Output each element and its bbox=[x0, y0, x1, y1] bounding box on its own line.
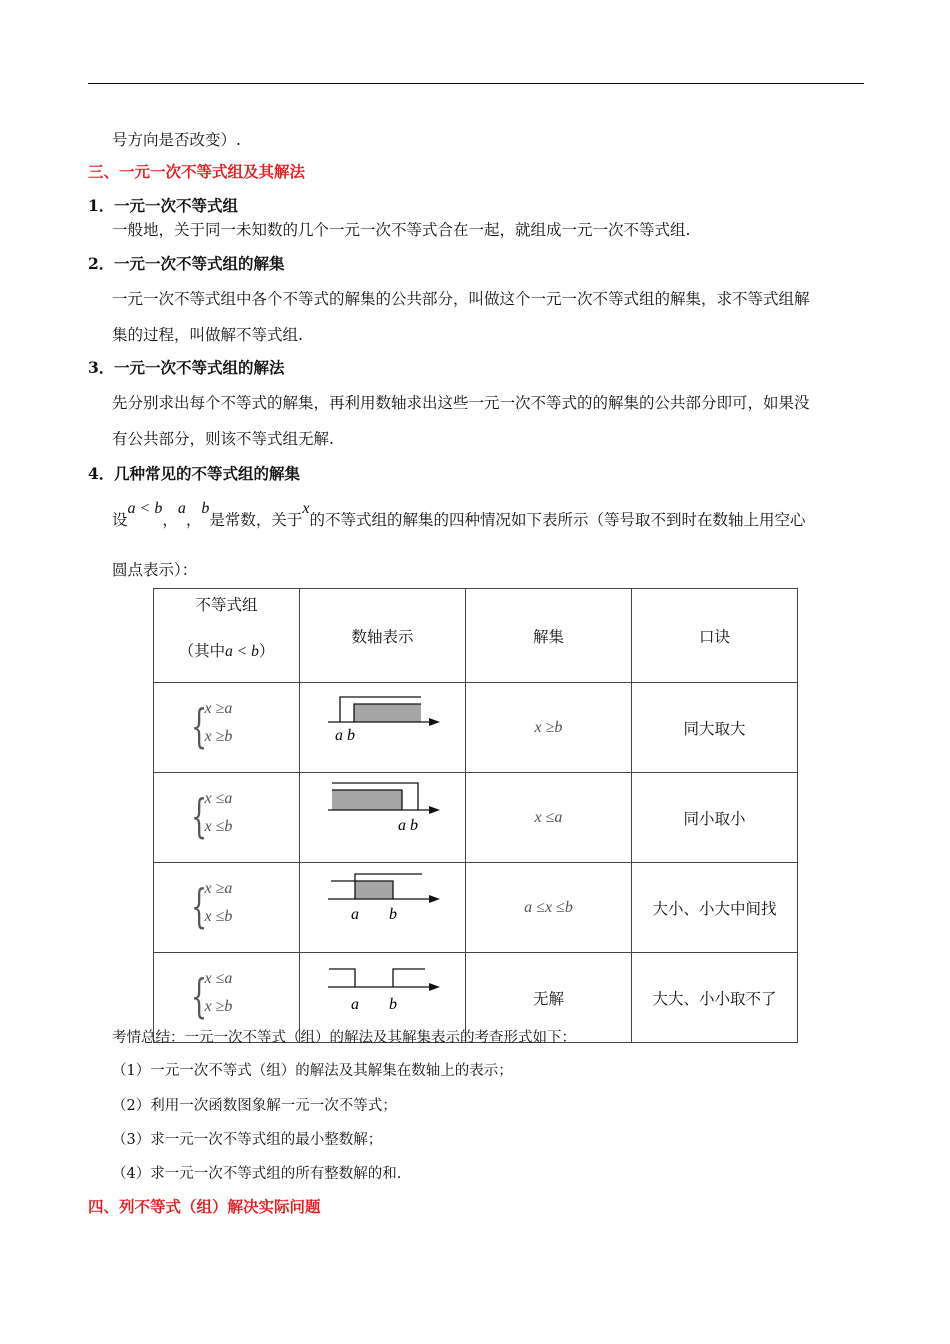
inequality-1: x ≤a bbox=[204, 789, 233, 807]
inequality-1: x ≤a bbox=[204, 969, 233, 987]
solution-cell bbox=[466, 773, 632, 863]
inequality-system bbox=[187, 878, 267, 934]
summary-item: （3）求一元一次不等式组的最小整数解； bbox=[112, 1132, 383, 1148]
brace-icon: { bbox=[190, 968, 207, 1023]
brace-icon: { bbox=[190, 698, 207, 753]
label-a: a bbox=[351, 996, 359, 1013]
subsection-2-heading: 一元一次不等式组的解集 bbox=[114, 254, 285, 273]
table-row bbox=[154, 773, 798, 863]
subsection-4-intro-line2: 圆点表示）： bbox=[112, 561, 198, 579]
solution-value: x ≥b bbox=[534, 719, 563, 736]
table-header-row bbox=[154, 589, 798, 683]
arrow-icon bbox=[429, 895, 440, 903]
inequality-2: x ≥b bbox=[204, 727, 233, 745]
subsection-1-title bbox=[88, 194, 238, 216]
summary-item: （1）一元一次不等式（组）的解法及其解集在数轴上的表示； bbox=[112, 1063, 513, 1079]
subsection-1-body: 一般地，关于同一未知数的几个一元一次不等式合在一起，就组成一元一次不等式组. bbox=[112, 221, 691, 239]
intro-var-x: x bbox=[302, 500, 310, 517]
label-a: a bbox=[351, 906, 359, 923]
brace-icon: { bbox=[190, 788, 207, 843]
header-system-open: （其中 bbox=[178, 642, 226, 660]
subsection-3-number: 3． bbox=[88, 358, 115, 377]
section-4-title: 四、列不等式（组）解决实际问题 bbox=[88, 1197, 321, 1216]
mnemonic-cell: 同小取小 bbox=[632, 773, 798, 863]
solution-cell bbox=[466, 863, 632, 953]
inequality-system-table bbox=[153, 588, 798, 1043]
label-b: b bbox=[389, 996, 397, 1013]
header-system bbox=[154, 589, 300, 683]
brace-icon: { bbox=[190, 878, 207, 933]
number-line-cell bbox=[300, 773, 466, 863]
subsection-3-heading: 一元一次不等式组的解法 bbox=[114, 358, 285, 377]
intro-var-b: b bbox=[201, 500, 210, 517]
ray-a bbox=[329, 969, 355, 987]
section-3-title: 三、一元一次不等式组及其解法 bbox=[88, 162, 306, 181]
arrow-icon bbox=[429, 718, 440, 726]
table-row bbox=[154, 863, 798, 953]
header-number-line: 数轴表示 bbox=[300, 589, 466, 683]
system-cell bbox=[154, 863, 300, 953]
header-mnemonic: 口诀 bbox=[632, 589, 798, 683]
mnemonic-cell: 同大取大 bbox=[632, 683, 798, 773]
summary-title: 考情总结：一元一次不等式（组）的解法及其解集表示的考查形式如下： bbox=[112, 1030, 576, 1046]
inequality-2: x ≥b bbox=[204, 997, 233, 1015]
inequality-system bbox=[187, 788, 267, 844]
summary-item: （2）利用一次函数图象解一元一次不等式； bbox=[112, 1098, 397, 1114]
header-system-close: ） bbox=[258, 642, 275, 660]
continued-text: 号方向是否改变）. bbox=[112, 131, 241, 149]
number-line-cell bbox=[300, 863, 466, 953]
subsection-4-intro bbox=[112, 500, 806, 530]
intro-var-a: a bbox=[177, 500, 186, 517]
intro-she: 设 bbox=[112, 511, 128, 529]
number-line-cell bbox=[300, 683, 466, 773]
subsection-4-number: 4． bbox=[88, 464, 115, 483]
inequality-2: x ≤b bbox=[204, 907, 233, 925]
table-row bbox=[154, 683, 798, 773]
subsection-4-title bbox=[88, 462, 300, 484]
shaded-region bbox=[355, 881, 393, 899]
system-cell bbox=[154, 683, 300, 773]
arrow-icon bbox=[429, 983, 440, 991]
solution-value: x ≤a bbox=[534, 809, 563, 826]
intro-rest: 的不等式组的解集的四种情况如下表所示（等号取不到时在数轴上用空心 bbox=[309, 511, 806, 529]
header-solution: 解集 bbox=[466, 589, 632, 683]
number-line-diagram bbox=[300, 683, 466, 768]
solution-cell: 无解 bbox=[466, 953, 632, 1043]
solution-cell bbox=[466, 683, 632, 773]
header-system-math: a < b bbox=[225, 643, 259, 660]
inequality-2: x ≤b bbox=[204, 817, 233, 835]
subsection-1-number: 1． bbox=[88, 196, 115, 215]
intro-comma-1: ， bbox=[162, 511, 178, 529]
number-line-diagram bbox=[300, 863, 466, 948]
ray-b bbox=[393, 969, 425, 987]
label-a-b: a b bbox=[398, 817, 418, 834]
intro-const: 是常数，关于 bbox=[209, 511, 303, 529]
subsection-4-heading: 几种常见的不等式组的解集 bbox=[114, 464, 301, 483]
subsection-2-number: 2． bbox=[88, 254, 115, 273]
arrow-icon bbox=[429, 806, 440, 814]
subsection-3-body-line2: 有公共部分，则该不等式组无解. bbox=[112, 430, 334, 448]
solution-value: a ≤x ≤b bbox=[524, 899, 573, 916]
shaded-region bbox=[354, 704, 421, 722]
intro-comma-2: ， bbox=[185, 511, 202, 529]
number-line-diagram bbox=[300, 773, 466, 858]
intro-condition: a < b bbox=[127, 500, 163, 517]
label-a-b: a b bbox=[335, 727, 355, 744]
subsection-2-body-line1: 一元一次不等式组中各个不等式的解集的公共部分，叫做这个一元一次不等式组的解集，求不等式组解 bbox=[112, 290, 810, 308]
summary-item: （4）求一元一次不等式组的所有整数解的和. bbox=[112, 1166, 402, 1182]
mnemonic-cell: 大大、小小取不了 bbox=[632, 953, 798, 1043]
inequality-1: x ≥a bbox=[204, 699, 233, 717]
subsection-1-heading: 一元一次不等式组 bbox=[114, 196, 239, 215]
inequality-system bbox=[187, 698, 267, 754]
header-system-line2 bbox=[154, 639, 299, 661]
subsection-3-body-line1: 先分别求出每个不等式的解集，再利用数轴求出这些一元一次不等式的的解集的公共部分即可，如果没 bbox=[112, 394, 810, 412]
header-rule bbox=[88, 83, 864, 84]
system-cell bbox=[154, 773, 300, 863]
shaded-region bbox=[332, 790, 402, 810]
inequality-system bbox=[187, 968, 267, 1024]
mnemonic-cell: 大小、小大中间找 bbox=[632, 863, 798, 953]
inequality-1: x ≥a bbox=[204, 879, 233, 897]
header-system-line1: 不等式组 bbox=[195, 596, 258, 614]
label-b: b bbox=[389, 906, 397, 923]
subsection-2-title bbox=[88, 252, 285, 274]
subsection-3-title bbox=[88, 356, 285, 378]
subsection-2-body-line2: 集的过程，叫做解不等式组. bbox=[112, 326, 303, 344]
